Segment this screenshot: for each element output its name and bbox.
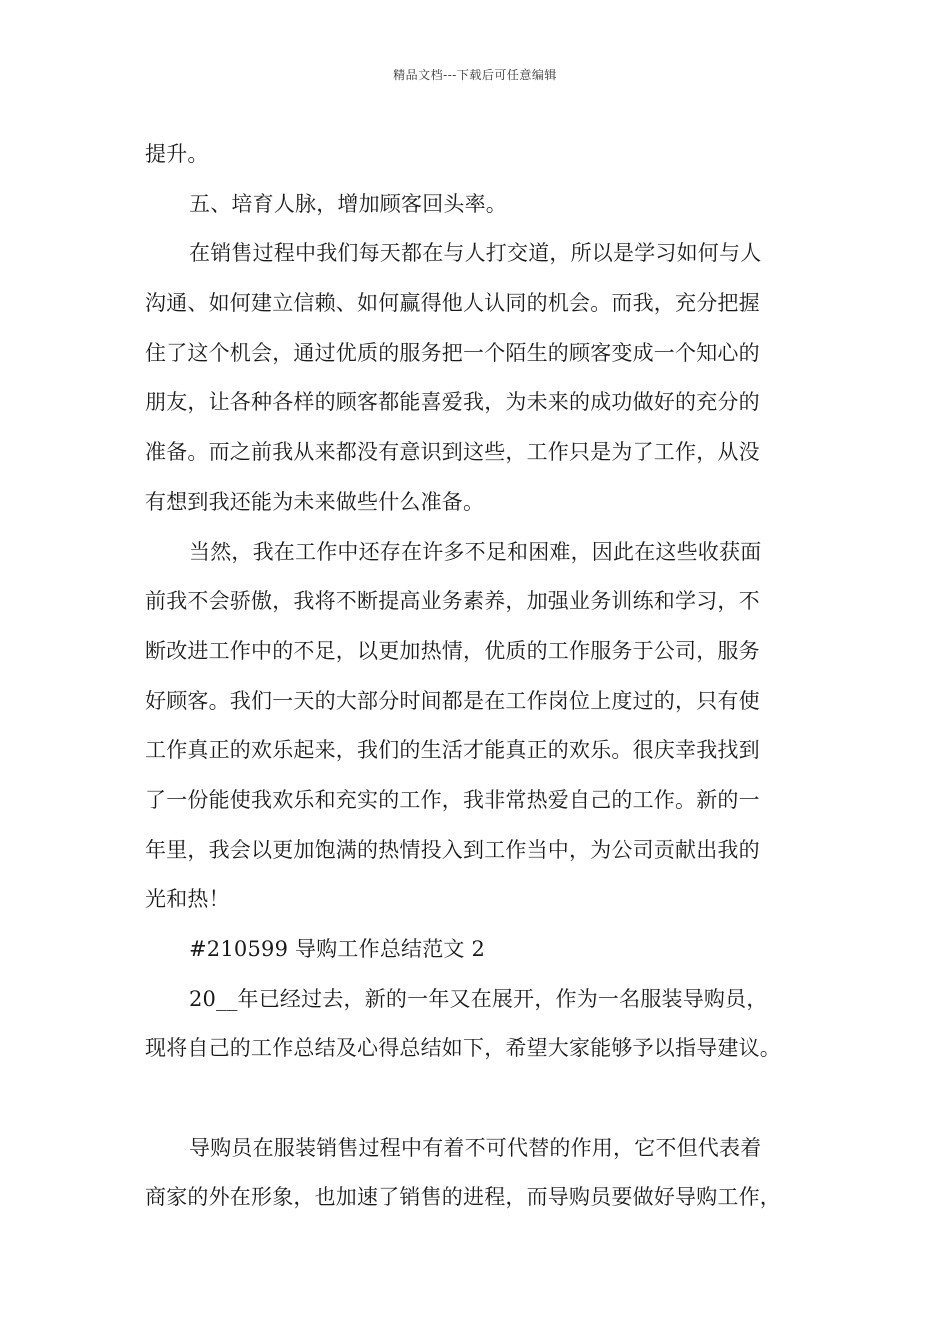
text-line: 沟通、如何建立信赖、如何赢得他人认同的机会。而我，充分把握 bbox=[145, 291, 760, 316]
text-line: 光和热！ bbox=[145, 887, 230, 912]
document-body bbox=[145, 130, 825, 1223]
text-line: 准备。而之前我从来都没有意识到这些，工作只是为了工作，从没 bbox=[145, 440, 760, 465]
text-line: 提升。 bbox=[145, 142, 209, 166]
text-line: 前我不会骄傲，我将不断提高业务素养，加强业务训练和学习，不 bbox=[145, 589, 760, 614]
text-line: 断改进工作中的不足，以更加热情，优质的工作服务于公司，服务 bbox=[145, 638, 760, 663]
text-line: 20__年已经过去，新的一年又在展开，作为一名服装导购员， bbox=[189, 986, 768, 1011]
text-line: 朋友，让各种各样的顾客都能喜爱我，为未来的成功做好的充分的 bbox=[145, 390, 760, 415]
text-line: 现将自己的工作总结及心得总结如下，希望大家能够予以指导建议。 bbox=[145, 1036, 781, 1061]
blank-line bbox=[145, 1074, 825, 1124]
text-line: 当然，我在工作中还存在许多不足和困难，因此在这些收获面 bbox=[189, 539, 762, 564]
text-line: 好顾客。我们一天的大部分时间都是在工作岗位上度过的，只有使 bbox=[145, 688, 760, 713]
text-line: 有想到我还能为未来做些什么准备。 bbox=[145, 489, 485, 514]
paragraph-block bbox=[145, 130, 825, 1223]
text-line: 年里，我会以更加饱满的热情投入到工作当中，为公司贡献出我的 bbox=[145, 837, 760, 862]
text-line: 工作真正的欢乐起来，我们的生活才能真正的欢乐。很庆幸我找到 bbox=[145, 738, 760, 763]
text-line: 在销售过程中我们每天都在与人打交道，所以是学习如何与人 bbox=[189, 241, 762, 266]
section-heading-line: 五、培育人脉，增加顾客回头率。 bbox=[189, 191, 507, 216]
article-title-line: #210599 导购工作总结范文 2 bbox=[189, 937, 486, 961]
page-header: 精品文档---下载后可任意编辑 bbox=[393, 68, 557, 82]
text-line: 商家的外在形象，也加速了销售的进程，而导购员要做好导购工作， bbox=[145, 1185, 781, 1210]
text-line: 住了这个机会，通过优质的服务把一个陌生的顾客变成一个知心的 bbox=[145, 340, 760, 365]
text-line: 导购员在服装销售过程中有着不可代替的作用，它不但代表着 bbox=[189, 1135, 762, 1160]
text-line: 了一份能使我欢乐和充实的工作，我非常热爱自己的工作。新的一 bbox=[145, 787, 760, 812]
